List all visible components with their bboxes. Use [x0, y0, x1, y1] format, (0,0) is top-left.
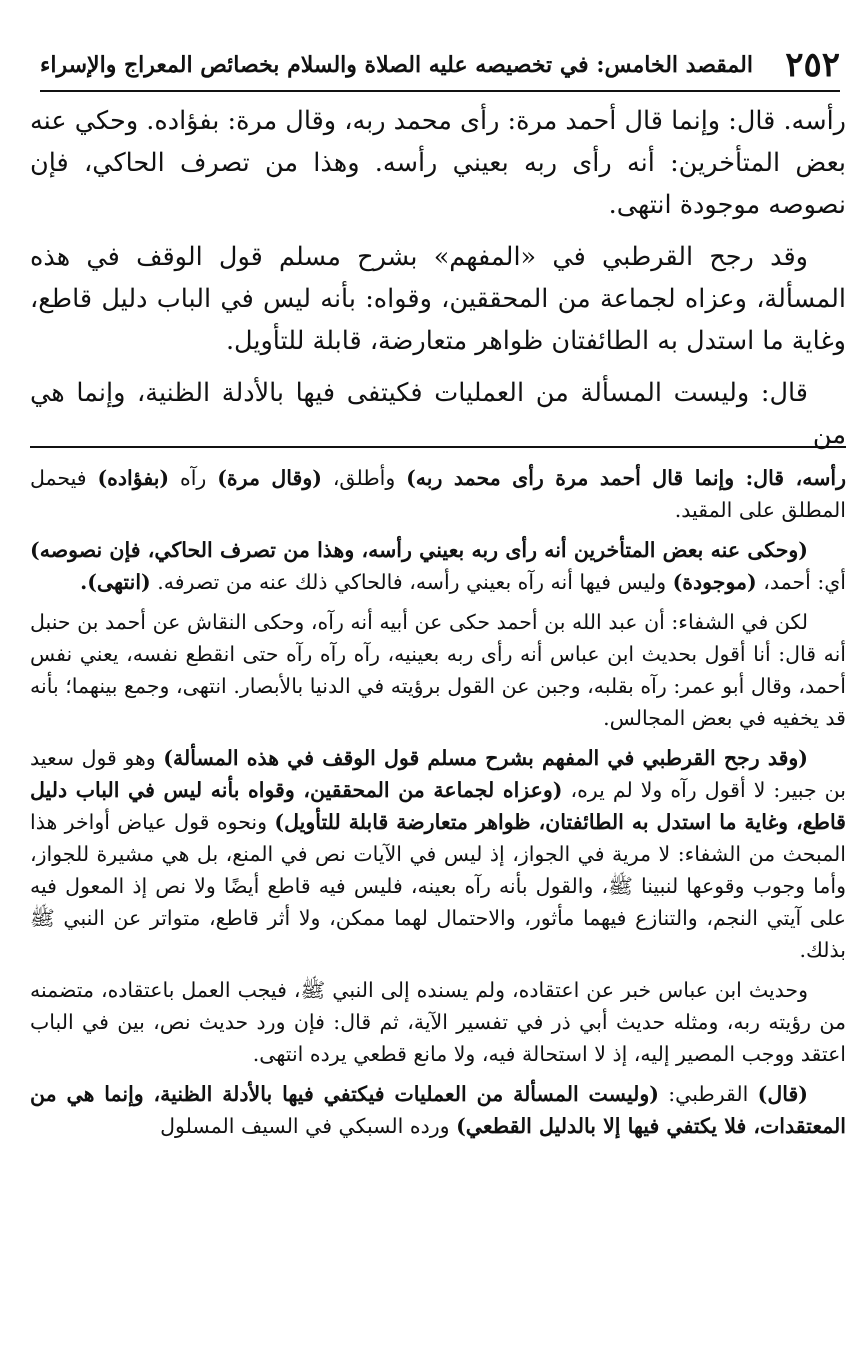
commentary-paragraph: وحديث ابن عباس خبر عن اعتقاده، ولم يسنده إلى النبي ﷺ، فيجب العمل باعتقاده، متضمنه من رؤيته ربه، ومثله حديث أبي ذر في تفسير الآية، ثم قال: فإن ورد حديث نص، بين في الباب اعتقد ووجب المصير إليه، إذ لا استحالة فيه، ولا مانع قطعي يرده انتهى.	[30, 978, 846, 1066]
section-divider	[30, 446, 846, 448]
running-title: المقصد الخامس: في تخصيصه عليه الصلاة والسلام بخصائص المعراج والإسراء	[40, 52, 753, 78]
commentary-paragraph	[30, 1078, 846, 1142]
commentary-span: ونحوه قول عياض أواخر هذا المبحث من الشفاء: لا مرية في الجواز، إذ ليس في الآيات نص في المنع، بل هي مشيرة للجواز، وأما وجوب وقوعها لنبينا ﷺ، والقول بأنه رآه بعينه، فليس فيه قاطع أيضًا ولا نص إذ المعول فيه على آيتي النجم، والتنازع فيهما مأثور، والاحتمال لهما ممكن، ولا أثر قاطع، متواتر عن النبي ﷺ بذلك.	[30, 810, 846, 962]
quoted-matn: رأسه، قال: وإنما قال أحمد مرة رأى محمد ربه)	[406, 466, 846, 490]
commentary-paragraph: لكن في الشفاء: أن عبد الله بن أحمد حكى عن أبيه أنه رآه، وحكى النقاش عن أحمد بن حنبل أنه قال: أنا أقول بحديث ابن عباس أنه رأى ربه بعينيه، رآه رآه رآه حتى انقطع نفسه، يعني نفس أحمد، وقال أبو عمر: رآه بقلبه، وجبن عن القول برؤيته في الدنيا بالأبصار. انتهى، وجمع بينهما؛ بأنه قد يخفيه في بعض المجالس.	[30, 610, 846, 730]
quoted-matn: (وحكى عنه بعض المتأخرين أنه رأى ربه بعيني رأسه، وهذا من تصرف الحاكي، فإن نصوصه)	[30, 538, 808, 562]
quoted-matn: (موجودة)	[672, 570, 757, 594]
commentary-text	[30, 462, 846, 1150]
quoted-matn: (وليست المسألة من العمليات فيكتفي فيها بالأدلة الظنية، وإنما هي من المعتقدات، فلا يكتفي فيها إلا بالدليل القطعي)	[30, 1082, 846, 1138]
quoted-matn: (بفؤاده)	[97, 466, 170, 490]
commentary-span: ورده السبكي في السيف المسلول	[160, 1114, 457, 1138]
quoted-matn: (وقد رجح القرطبي في المفهم بشرح مسلم قول الوقف في هذه المسألة)	[163, 746, 809, 770]
main-paragraph: قال: وليست المسألة من العمليات فكيتفى فيها بالأدلة الظنية، وإنما هي من	[30, 378, 846, 450]
commentary-paragraph	[30, 534, 846, 598]
commentary-span: وهو قول سعيد بن جبير: لا أقول رآه ولا لم يره،	[30, 746, 846, 802]
commentary-span: فيحمل المطلق على المقيد.	[30, 466, 846, 522]
page-number: ٢٥٢	[785, 45, 840, 85]
page-header	[40, 40, 840, 92]
commentary-paragraph	[30, 742, 846, 966]
commentary-span: رآه	[169, 466, 218, 490]
quoted-matn: (وقال مرة)	[217, 466, 322, 490]
quoted-matn: (انتهى).	[80, 570, 151, 594]
main-paragraph: رأسه. قال: وإنما قال أحمد مرة: رأى محمد ربه، وقال مرة: بفؤاده. وحكي عنه بعض المتأخرين: أنه رأى ربه بعيني رأسه. وهذا من تصرف الحاكي، فإن نصوصه موجودة انتهى.	[30, 106, 846, 220]
quoted-matn: (قال)	[757, 1082, 808, 1106]
commentary-span: أي: أحمد،	[756, 570, 846, 594]
main-text	[30, 100, 846, 466]
commentary-span: وأطلق،	[321, 466, 407, 490]
commentary-span: القرطبي:	[658, 1082, 758, 1106]
commentary-span: وليس فيها أنه رآه بعيني رأسه، فالحاكي ذلك عنه من تصرفه.	[150, 570, 673, 594]
main-paragraph: وقد رجح القرطبي في «المفهم» بشرح مسلم قول الوقف في هذه المسألة، وعزاه لجماعة من المحققين، وقواه: بأنه ليس في الباب دليل قاطع، وغاية ما استدل به الطائفتان ظواهر متعارضة، قابلة للتأويل.	[30, 242, 846, 356]
quoted-matn: (وعزاه لجماعة من المحققين، وقواه بأنه ليس في الباب دليل قاطع، وغاية ما استدل به الطائفتان، ظواهر متعارضة قابلة للتأويل)	[30, 778, 846, 834]
commentary-paragraph	[30, 462, 846, 526]
